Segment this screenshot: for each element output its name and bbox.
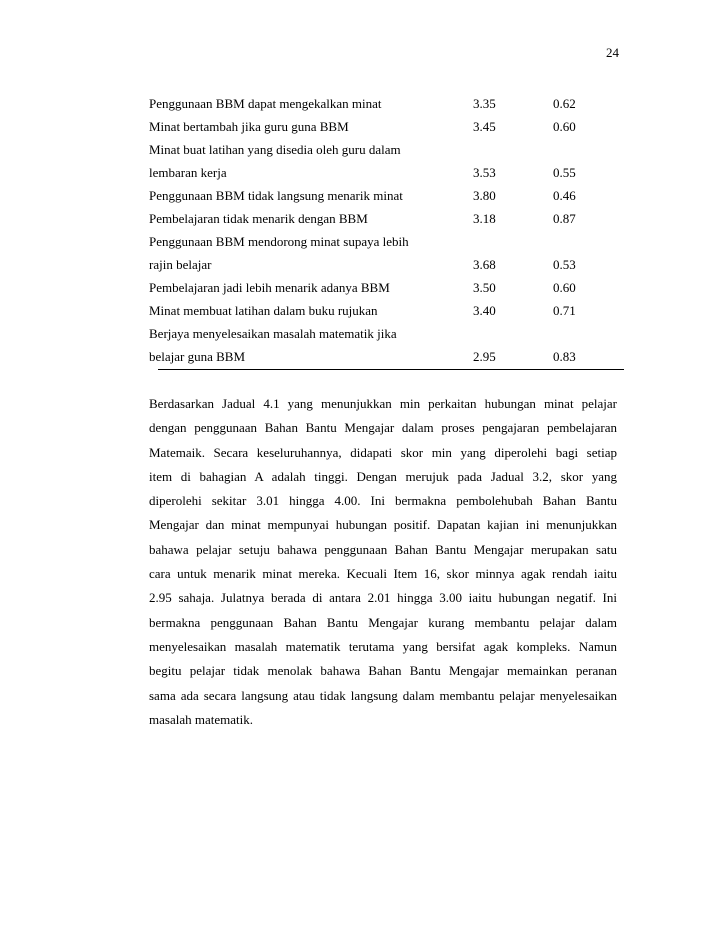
item-statement-line: Penggunaan BBM mendorong minat supaya lebih [149, 234, 409, 249]
results-table [149, 92, 625, 368]
item-statement-line: Penggunaan BBM dapat mengekalkan minat [149, 96, 382, 111]
paragraph-line: bahawa pelajar setuju bahawa penggunaan Bahan Bantu Mengajar merupakan satu [149, 541, 617, 557]
table-bottom-rule [158, 369, 624, 370]
item-statement [149, 92, 473, 115]
discussion-paragraph [149, 392, 617, 732]
item-statement [149, 207, 473, 230]
standard-deviation: 0.53 [553, 257, 576, 272]
item-statement-line: Minat bertambah jika guru guna BBM [149, 119, 349, 134]
standard-deviation: 0.46 [553, 188, 576, 203]
standard-deviation: 0.55 [553, 165, 576, 180]
table-row [149, 184, 625, 207]
paragraph-line: begitu pelajar tidak menolak bahawa Bahan Bantu Mengajar memainkan peranan [149, 663, 617, 679]
item-statement-line: belajar guna BBM [149, 349, 246, 364]
mean-score: 3.80 [473, 188, 496, 203]
item-statement-line: Penggunaan BBM tidak langsung menarik minat [149, 188, 403, 203]
standard-deviation: 0.60 [553, 280, 576, 295]
paragraph-line: item di bahagian A adalah tinggi. Dengan merujuk pada Jadual 3.2, skor yang [149, 468, 617, 484]
mean-score: 2.95 [473, 349, 496, 364]
table-row [149, 276, 625, 299]
paragraph-line: sama ada secara langsung atau tidak langsung dalam membantu pelajar menyelesaikan [149, 687, 617, 703]
standard-deviation: 0.60 [553, 119, 576, 134]
paragraph-line: masalah matematik. [149, 711, 253, 727]
table-row [149, 230, 625, 276]
mean-score: 3.35 [473, 96, 496, 111]
standard-deviation: 0.83 [553, 349, 576, 364]
item-statement-line: Pembelajaran tidak menarik dengan BBM [149, 211, 368, 226]
paragraph-line: cara untuk menarik minat mereka. Kecuali Item 16, skor minnya agak rendah iaitu [149, 566, 617, 582]
item-statement-line: Minat membuat latihan dalam buku rujukan [149, 303, 378, 318]
standard-deviation: 0.71 [553, 303, 576, 318]
item-statement-line: Pembelajaran jadi lebih menarik adanya BBM [149, 280, 390, 295]
mean-score: 3.53 [473, 165, 496, 180]
paragraph-line: dengan penggunaan Bahan Bantu Mengajar dalam proses pengajaran pembelajaran [149, 420, 617, 436]
mean-score: 3.18 [473, 211, 496, 226]
mean-score: 3.40 [473, 303, 496, 318]
item-statement [149, 299, 473, 322]
paragraph-line: 2.95 sahaja. Julatnya berada di antara 2.01 hingga 3.00 iaitu hubungan negatif. Ini [149, 590, 617, 606]
paragraph-line: Berdasarkan Jadual 4.1 yang menunjukkan min perkaitan hubungan minat pelajar [149, 396, 617, 411]
item-statement [149, 276, 473, 299]
paragraph-line: bermakna penggunaan Bahan Bantu Mengajar kurang membantu pelajar dalam [149, 614, 617, 630]
item-statement [149, 184, 473, 207]
paragraph-line: Mengajar dan minat mempunyai hubungan positif. Dapatan kajian ini menunjukkan [149, 517, 617, 533]
item-statement [149, 115, 473, 138]
item-statement [149, 230, 473, 276]
table-row [149, 299, 625, 322]
table-row [149, 115, 625, 138]
item-statement-line: Berjaya menyelesaikan masalah matematik jika [149, 326, 397, 341]
standard-deviation: 0.62 [553, 96, 576, 111]
item-statement [149, 322, 473, 368]
item-statement-line: Minat buat latihan yang disedia oleh guru dalam [149, 142, 401, 157]
mean-score: 3.68 [473, 257, 496, 272]
page-number: 24 [606, 45, 619, 60]
mean-score: 3.50 [473, 280, 496, 295]
mean-score: 3.45 [473, 119, 496, 134]
standard-deviation: 0.87 [553, 211, 576, 226]
item-statement [149, 138, 473, 184]
table-row [149, 207, 625, 230]
paragraph-line: menyelesaikan masalah matematik terutama yang bersifat agak kompleks. Namun [149, 638, 617, 654]
item-statement-line: rajin belajar [149, 257, 212, 272]
table-row [149, 92, 625, 115]
item-statement-line: lembaran kerja [149, 165, 227, 180]
table-row [149, 322, 625, 368]
table-row [149, 138, 625, 184]
paragraph-line: Matemaik. Secara keseluruhannya, didapati skor min yang diperolehi bagi setiap [149, 444, 617, 460]
paragraph-line: diperolehi sekitar 3.01 hingga 4.00. Ini bermakna pembolehubah Bahan Bantu [149, 493, 617, 509]
